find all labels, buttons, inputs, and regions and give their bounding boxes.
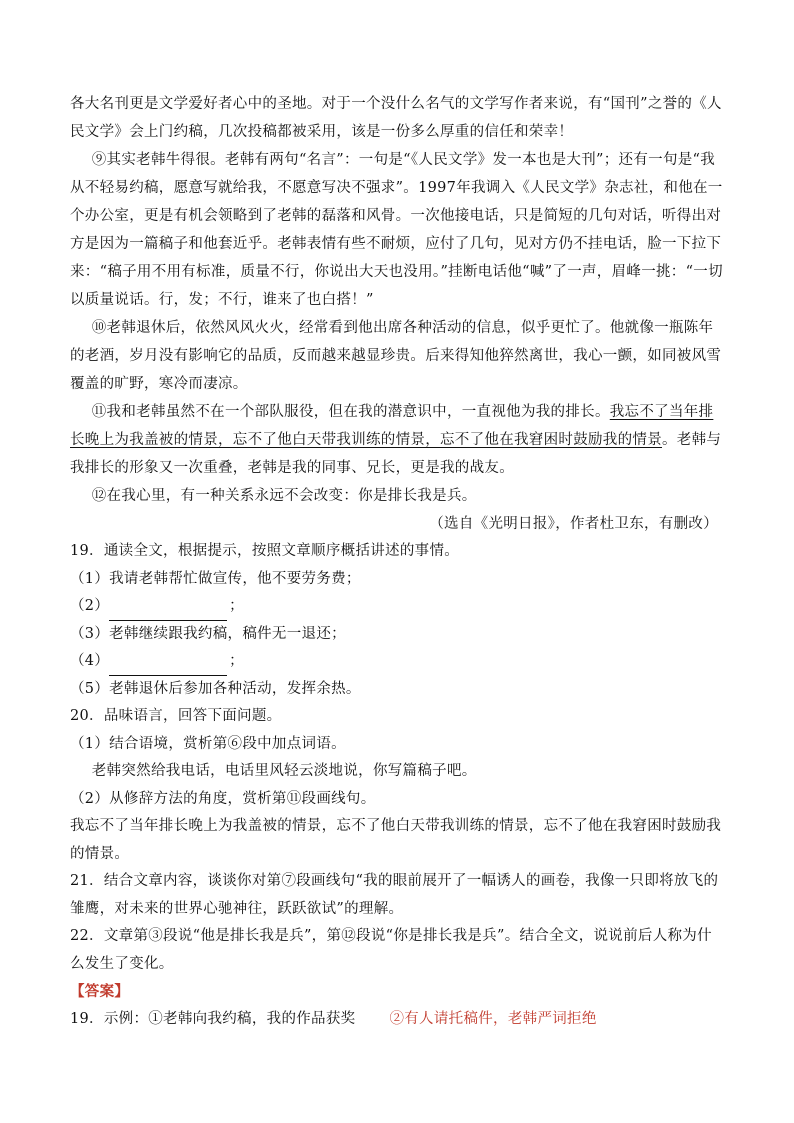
question-20-part-1: （1）结合语境，赏析第⑥段中加点词语。 [70, 735, 346, 752]
answer-19 [70, 1006, 724, 1034]
question-20: 20．品味语言，回答下面问题。 [70, 708, 282, 724]
p11-underlined-sentence: 我忘不了当年排长晚上为我盖被的情景，忘不了他白天带我训练的情景，忘不了他在我窘困时鼓励我的情景 [70, 404, 714, 448]
question-19-item-3: （3）老韩继续跟我约稿，稿件无一退还； [70, 625, 346, 642]
question-20-part-2-quote: 我忘不了当年排长晚上为我盖被的情景，忘不了他白天带我训练的情景，忘不了他在我窘困时鼓励我的情景。 [70, 818, 722, 862]
passage-paragraph-12: ⑫在我心里，有一种关系永远不会改变：你是排长我是兵。 [91, 488, 477, 504]
question-19-item-1: （1）我请老韩帮忙做宣传，他不要劳务费； [70, 570, 361, 587]
document-page [70, 90, 724, 1033]
source-citation: （选自《光明日报》，作者杜卫东，有删改） [429, 516, 718, 532]
answer-blank-4[interactable] [109, 657, 227, 676]
p11-text-b: 。老韩与我排长的形象又一次重叠，老韩是我的同事、兄长，更是我的战友。 [70, 432, 722, 476]
question-19: 19．通读全文，根据提示，按照文章顺序概括讲述的事情。 [70, 543, 460, 559]
passage-paragraph-11 [70, 398, 724, 482]
item-4-sep: ； [229, 653, 244, 669]
item-2-sep: ； [229, 598, 244, 614]
answer-19-red: ②有人请托稿件，老韩严词拒绝 [389, 1010, 597, 1027]
answer-heading: 【答案】 [70, 983, 130, 1000]
question-19-item-2 [70, 593, 724, 621]
question-22: 22．文章第③段说“他是排长我是兵”，第⑫段说“你是排长我是兵”。结合全文，说说前后人称为什么发生了变化。 [70, 928, 712, 972]
item-4-label: （4） [70, 653, 110, 669]
p11-text-a: ⑪我和老韩虽然不在一个部队服役，但在我的潜意识中，一直视他为我的排长。 [91, 404, 610, 420]
question-21: 21．结合文章内容，谈谈你对第⑦段画线句“我的眼前展开了一幅诱人的画卷，我像一只即将放飞的雏鹰，对未来的世界心驰神往，跃跃欲试”的理解。 [70, 873, 719, 917]
question-20-part-2: （2）从修辞方法的角度，赏析第⑪段画线句。 [70, 790, 376, 807]
answer-19-prefix: 19．示例：①老韩向我约稿，我的作品获奖 [70, 1010, 356, 1027]
question-20-part-1-quote: 老韩突然给我电话，电话里风轻云淡地说，你写篇稿子吧。 [91, 763, 477, 779]
answer-blank-2[interactable] [109, 602, 227, 621]
passage-paragraph-10: ⑩老韩退休后，依然风风火火，经常看到他出席各种活动的信息，似乎更忙了。他就像一瓶陈年的老酒，岁月没有影响它的品质，反而越来越显珍贵。后来得知他猝然离世，我心一颤，如同被风雪覆盖的旷野，寒冷而凄凉。 [70, 320, 722, 392]
passage-paragraph-8-tail: 各大名刊更是文学爱好者心中的圣地。对于一个没什么名气的文学写作者来说，有“国刊”之誉的《人民文学》会上门约稿，几次投稿都被采用，该是一份多么厚重的信任和荣幸！ [70, 96, 722, 140]
question-19-item-5: （5）老韩退休后参加各种活动，发挥余热。 [70, 680, 361, 697]
passage-paragraph-9: ⑨其实老韩牛得很。老韩有两句“名言”：一句是“《人民文学》发一本也是大刊”；还有一句是“我从不轻易约稿，愿意写就给我，不愿意写决不强求”。1997年我调入《人民文学》杂志社，和他在一个办公室，更是有机会领略到了老韩的磊落和风骨。一次他接电话，只是简短的几句对话，听得出对方是因为一篇稿子和他套近乎。老韩表情有些不耐烦，应付了几句，见对方仍不挂电话，脸一下拉下来：“稿子用不用有标准，质量不行，你说出大天也没用。”挂断电话他“喊”了一声，眉峰一挑：“一切以质量说话。行，发；不行，谁来了也白搭！” [70, 152, 723, 308]
question-19-item-4 [70, 648, 724, 676]
item-2-label: （2） [70, 598, 110, 614]
